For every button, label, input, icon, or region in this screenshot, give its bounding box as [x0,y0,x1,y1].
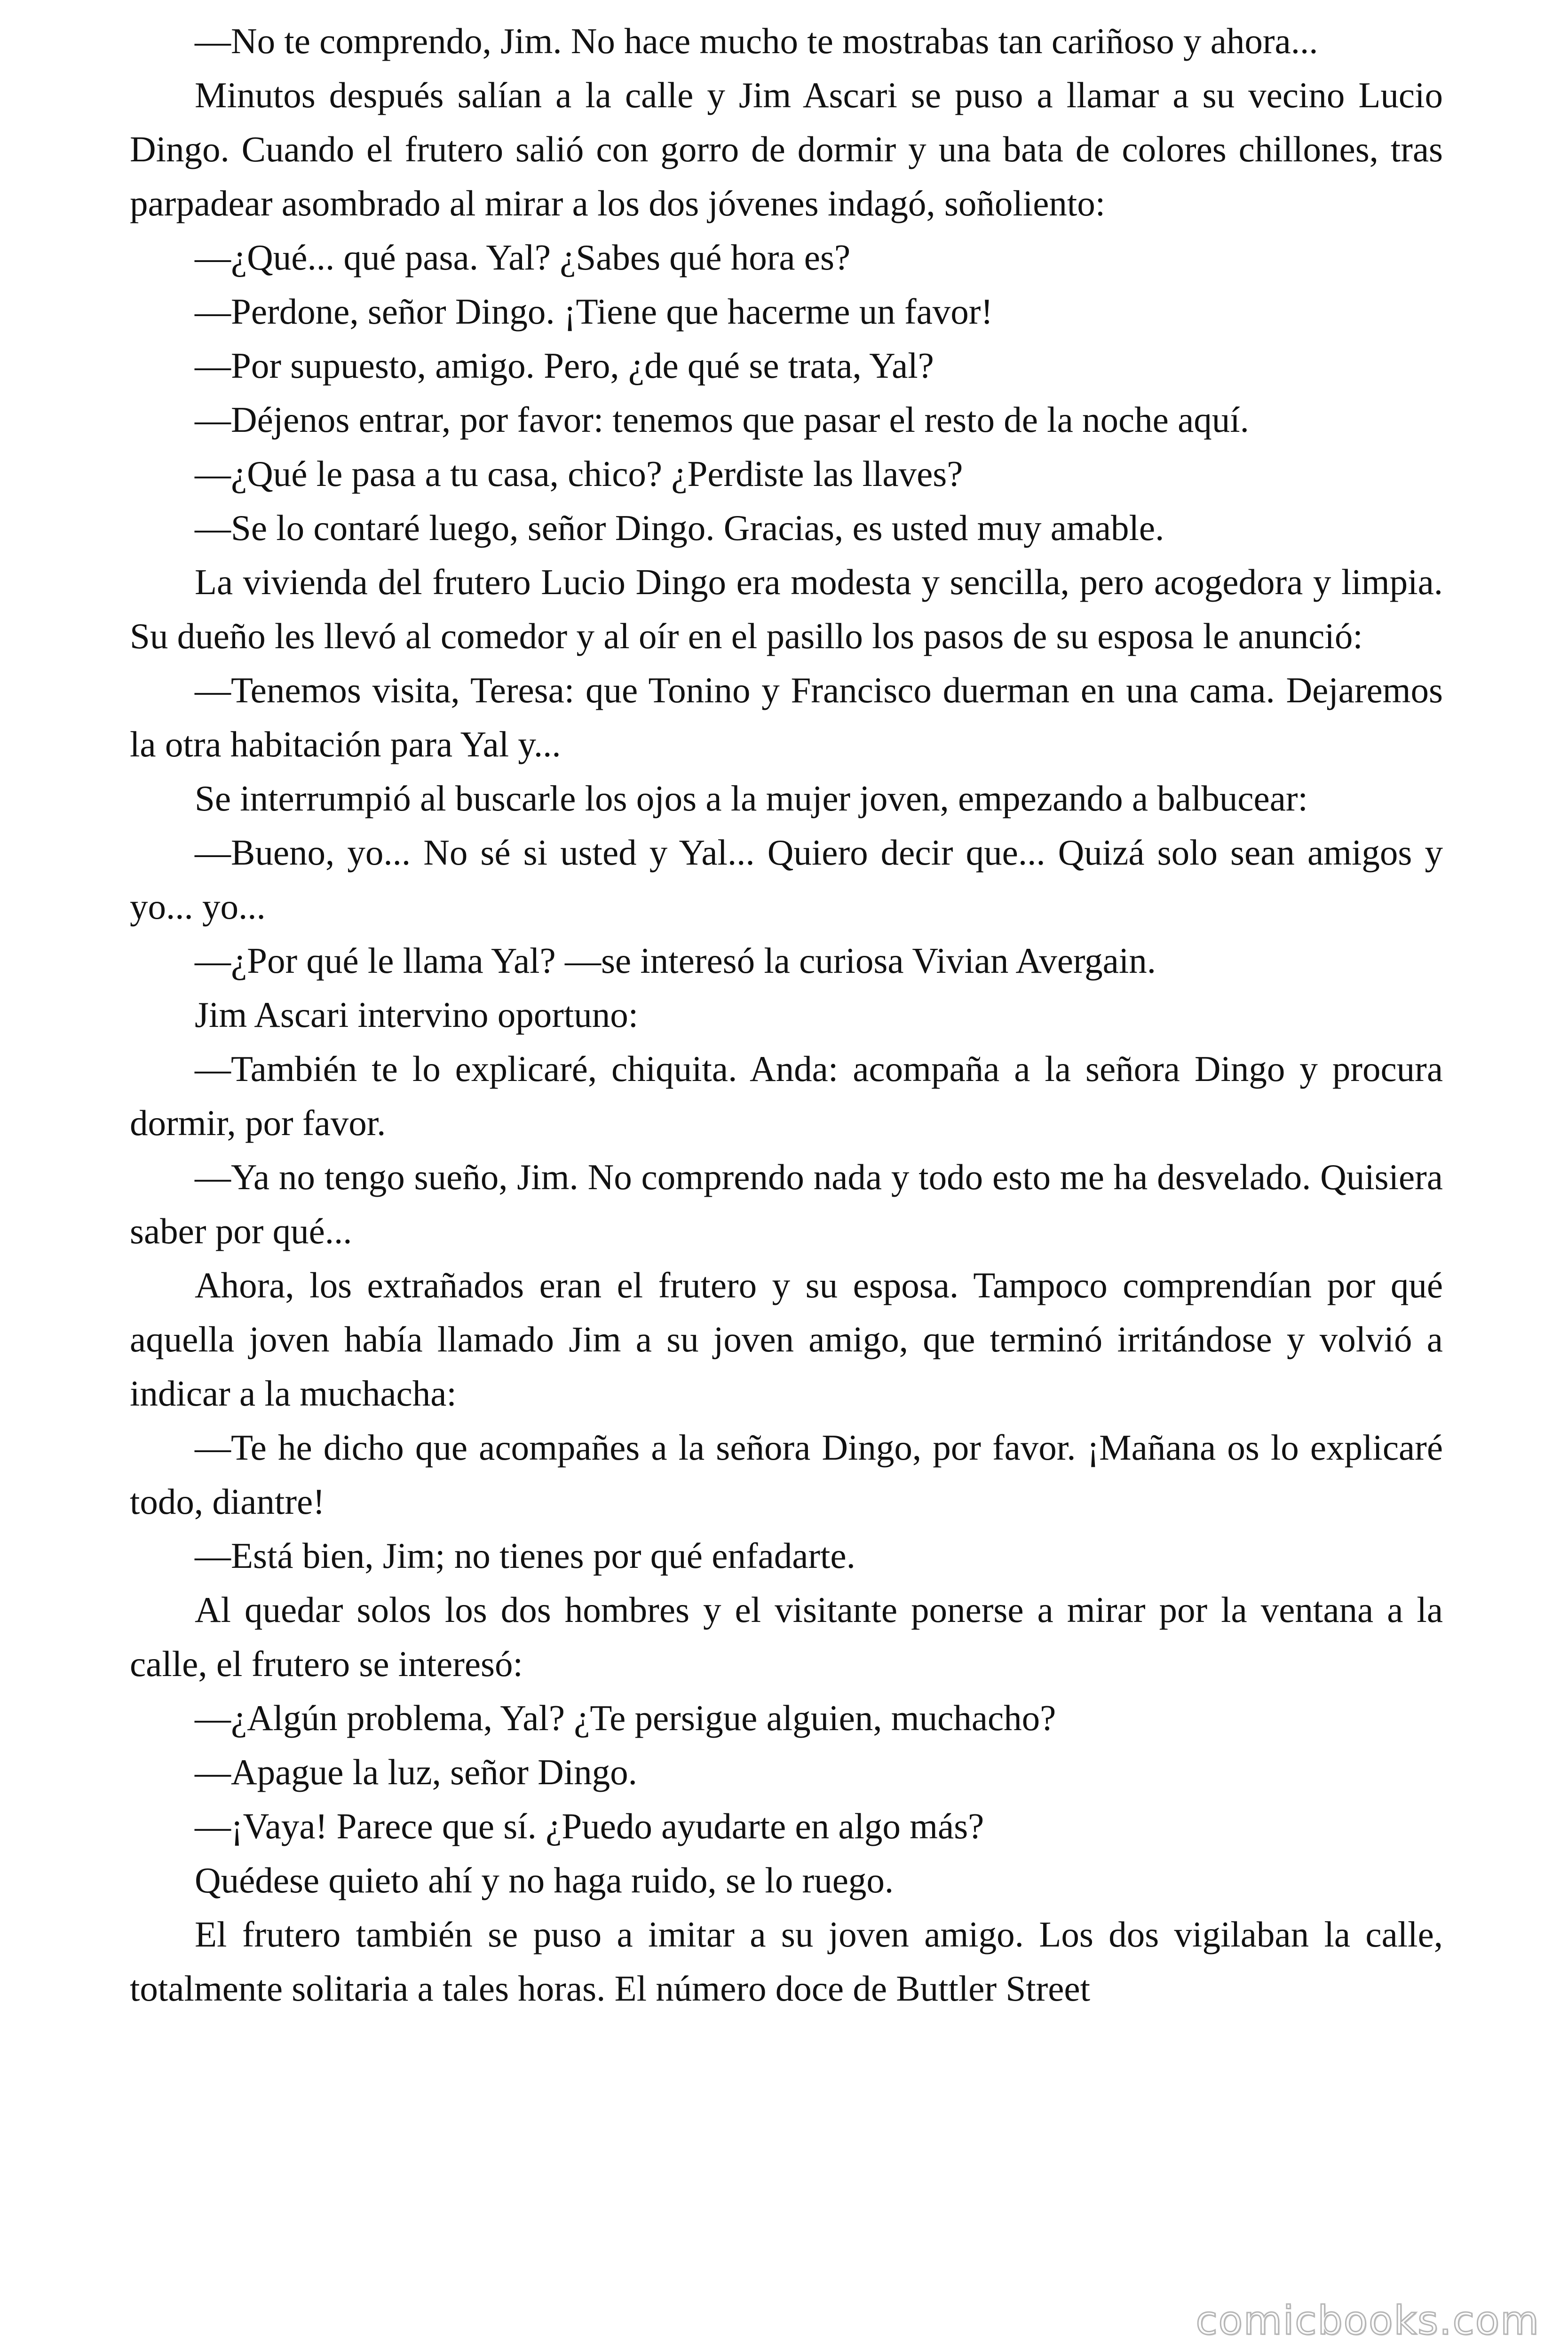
paragraph: —¿Por qué le llama Yal? —se interesó la curiosa Vivian Avergain. [195,940,1156,981]
paragraph: Se interrumpió al buscarle los ojos a la mujer joven, empezando a balbucear: [195,778,1308,818]
paragraph: —Ya no tengo sueño, Jim. No comprendo nada y todo esto me ha desvelado. Quisiera saber por qué... [130,1157,1443,1251]
paragraph: —Se lo contaré luego, señor Dingo. Gracias, es usted muy amable. [195,508,1164,548]
watermark: comicbooks.com [1196,2297,1540,2344]
paragraph: —Apague la luz, señor Dingo. [195,1752,637,1792]
paragraph: —También te lo explicaré, chiquita. Anda: acompaña a la señora Dingo y procura dormir, por favor. [130,1049,1443,1143]
paragraph: Al quedar solos los dos hombres y el visitante ponerse a mirar por la ventana a la calle, el frutero se interesó: [130,1589,1443,1684]
paragraph: —Te he dicho que acompañes a la señora Dingo, por favor. ¡Mañana os lo explicaré todo, diantre! [130,1427,1443,1522]
paragraph: —No te comprendo, Jim. No hace mucho te mostrabas tan cariñoso y ahora... [195,21,1318,61]
paragraph: Minutos después salían a la calle y Jim Ascari se puso a llamar a su vecino Lucio Dingo. Cuando el frutero salió con gorro de dormir y una bata de colores chillones, tras parpadear asombrado al mirar a los dos jóvenes indagó, soñoliento: [130,75,1443,223]
paragraph: —Está bien, Jim; no tienes por qué enfadarte. [195,1535,855,1576]
paragraph: —Déjenos entrar, por favor: tenemos que pasar el resto de la noche aquí. [195,399,1249,440]
paragraph: —Bueno, yo... No sé si usted y Yal... Quiero decir que... Quizá solo sean amigos y yo... yo... [130,832,1443,927]
paragraph: —¿Qué le pasa a tu casa, chico? ¿Perdiste las llaves? [195,453,963,494]
paragraph: —¿Qué... qué pasa. Yal? ¿Sabes qué hora es? [195,237,851,278]
paragraph: —¡Vaya! Parece que sí. ¿Puedo ayudarte en algo más? [195,1806,984,1846]
paragraph: Quédese quieto ahí y no haga ruido, se lo ruego. [195,1860,894,1900]
paragraph: La vivienda del frutero Lucio Dingo era modesta y sencilla, pero acogedora y limpia. Su dueño les llevó al comedor y al oír en el pasillo los pasos de su esposa le anunció: [130,562,1443,656]
paragraph: —Perdone, señor Dingo. ¡Tiene que hacerme un favor! [195,291,993,332]
paragraph: Jim Ascari intervino oportuno: [195,994,639,1035]
paragraph: —¿Algún problema, Yal? ¿Te persigue alguien, muchacho? [195,1698,1056,1738]
body-text [130,14,1443,2016]
paragraph: —Tenemos visita, Teresa: que Tonino y Francisco duerman en una cama. Dejaremos la otra habitación para Yal y... [130,670,1443,764]
paragraph: Ahora, los extrañados eran el frutero y su esposa. Tampoco comprendían por qué aquella joven había llamado Jim a su joven amigo, que terminó irritándose y volvió a indicar a la muchacha: [130,1265,1443,1414]
paragraph: El frutero también se puso a imitar a su joven amigo. Los dos vigilaban la calle, totalmente solitaria a tales horas. El número doce de Buttler Street [130,1914,1443,2009]
paragraph: —Por supuesto, amigo. Pero, ¿de qué se trata, Yal? [195,345,934,386]
